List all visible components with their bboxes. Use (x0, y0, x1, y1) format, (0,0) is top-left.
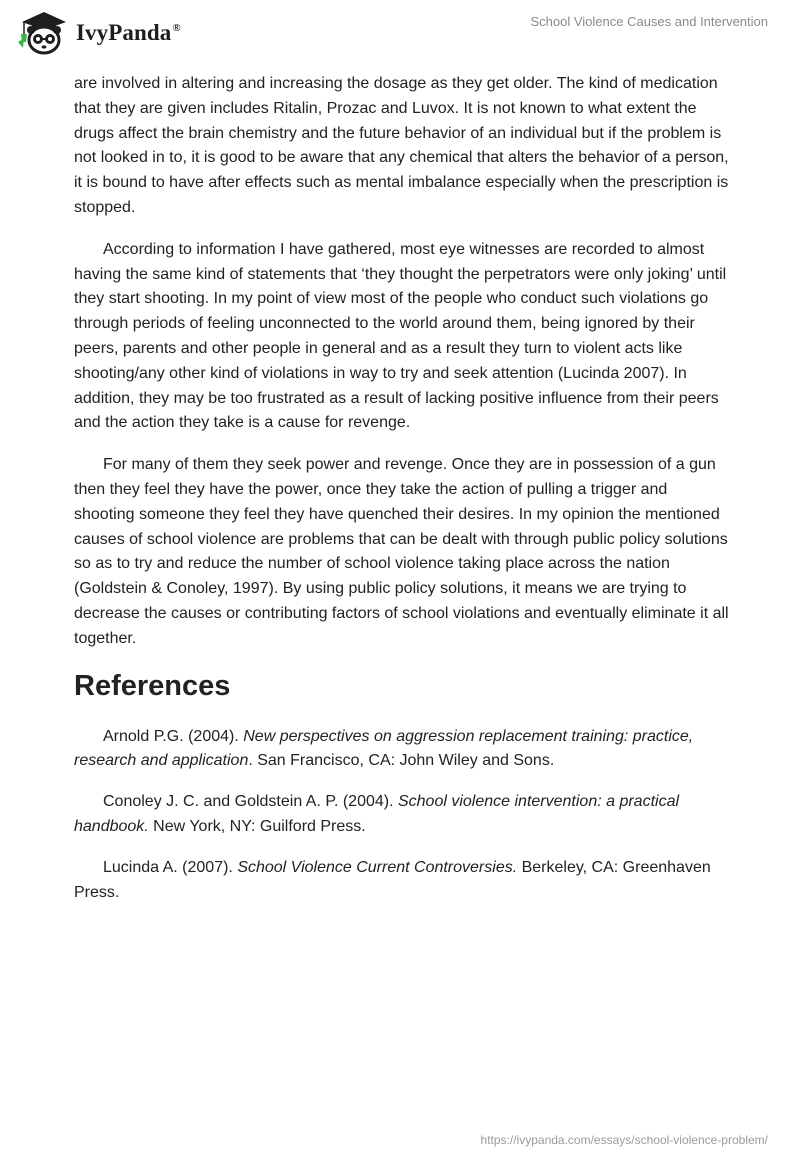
body-paragraph: are involved in altering and increasing the dosage as they get older. The kind of medication that they are given includes Ritalin, Prozac and Luvox. It is not known to what extent the drugs affect the brain chemistry and the future behavior of an individual but if the problem is not looked in to, it is good to be aware that any chemical that alters the behavior of a person, it is bound to have after effects such as mental imbalance especially when the prescription is stopped. (74, 75, 729, 216)
reference-item: Lucinda A. (2007). School Violence Current Controversies. Berkeley, CA: Greenhaven Press. (74, 858, 711, 901)
body-paragraph: For many of them they seek power and revenge. Once they are in possession of a gun then they feel they have the power, once they take the action of pulling a trigger and shooting someone they feel they have quenched their desires. In my opinion the mentioned causes of school violence are problems that can be dealt with through public policy solutions so as to try and reduce the number of school violence taking place across the nation (Goldstein & Conoley, 1997). By using public policy solutions, it means we are trying to decrease the causes or contributing factors of school violations and eventually eliminate it all together. (74, 456, 729, 647)
source-url-link[interactable]: https://ivypanda.com/essays/school-violence-problem/ (480, 1133, 768, 1147)
reference-item: Conoley J. C. and Goldstein A. P. (2004). School violence intervention: a practical handbook. New York, NY: Guilford Press. (74, 793, 680, 835)
body-paragraph: According to information I have gathered, most eye witnesses are recorded to almost having the same kind of statements that ‘they thought the perpetrators were only joking’ until they start shooting. In my point of view most of the people who conduct such violations go through periods of feeling unconnected to the world around them, being ignored by their peers, parents and other people in general and as a result they turn to violent acts like shooting/any other kind of violations in way to try and seek attention (Lucinda 2007). In addition, they may be too frustrated as a result of lacking positive influence from their peers and the action they take is a cause for revenge. (74, 240, 727, 432)
reference-item: Arnold P.G. (2004). New perspectives on aggression replacement training: practice, research and application. San Francisco, CA: John Wiley and Sons. (74, 727, 694, 770)
panda-graduate-icon (14, 8, 74, 56)
page-header (0, 0, 800, 70)
ivypanda-logo[interactable] (14, 8, 181, 56)
essay-content (74, 72, 729, 921)
references-heading: References (74, 669, 231, 702)
brand-name: IvyPanda® (76, 20, 181, 45)
document-title: School Violence Causes and Intervention (530, 14, 768, 29)
